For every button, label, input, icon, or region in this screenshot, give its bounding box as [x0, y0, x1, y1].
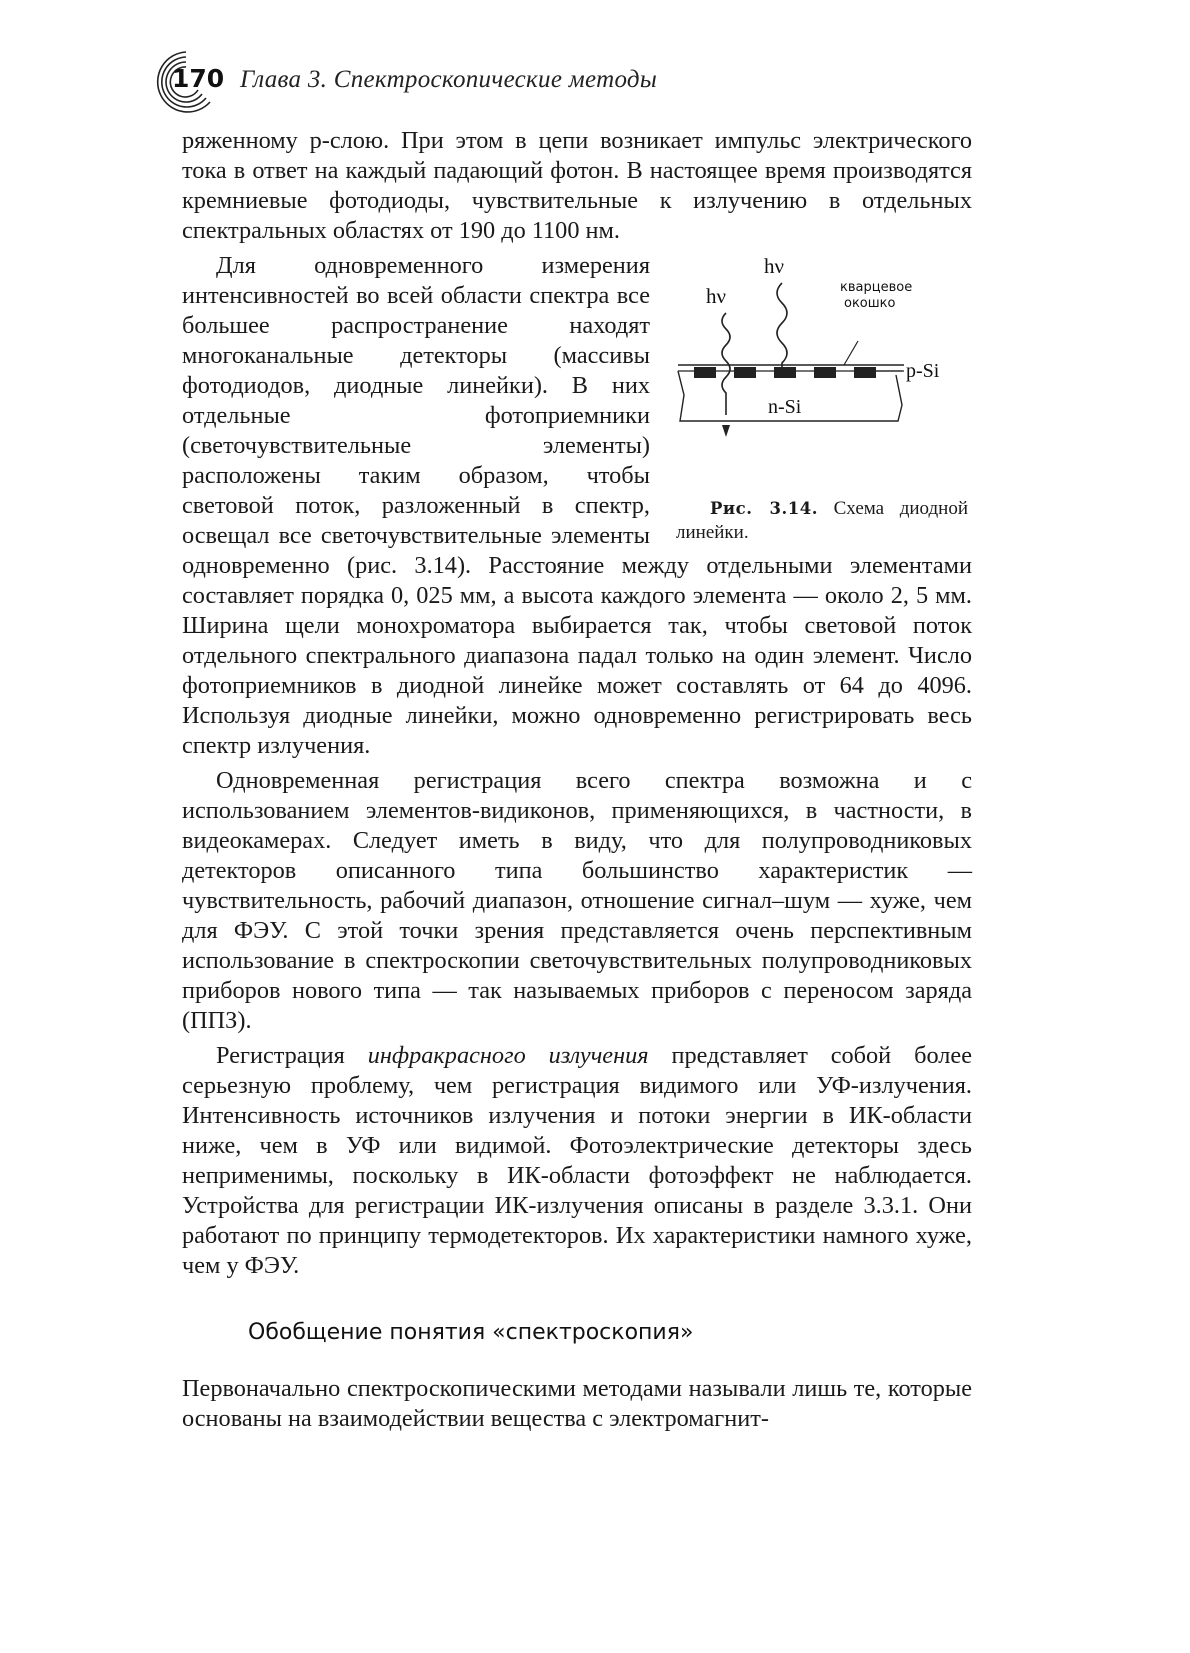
paragraph-4: [182, 1041, 972, 1281]
paragraph-1: ряженному p-слою. При этом в цепи возникает импульс электрического тока в ответ на каждый падающий фотон. В настоящее время производятся кремниевые фотодиоды, чувствительные к излучению в отдельных спектральных областях от 190 до 1100 нм.: [182, 127, 972, 244]
p-si-element: [854, 367, 876, 378]
body-text-continued: [182, 1374, 972, 1434]
window-label-line2: окошко: [844, 296, 896, 311]
caption-label: Рис. 3.14.: [710, 499, 818, 518]
n-si-label: n-Si: [768, 396, 802, 418]
section-title: Обобщение понятия «спектроскопия»: [248, 1320, 694, 1345]
figure-3-14: [672, 255, 972, 543]
paragraph-2-text: Для одновременного измерения интенсивностей во всей области спектра все большее распространение находят многоканальные детекторы (массивы фотодиодов, диодные линейки). В них отдельные фотоприемники (светочувствительные элементы) расположены таким образом, чтобы световой поток, разложенный в спектр, освещал все светочувствительные элементы одновременно (рис. 3.14). Расстояние между отдельными элементами составляет порядка 0, 025 мм, а высота каждого элемента — около 2, 5 мм. Ширина щели монохроматора выбирается так, чтобы световой поток отдельного спектрального диапазона падал только на один элемент. Число фотоприемников в диодной линейке может составлять от 64 до 4096. Используя диодные линейки, можно одновременно регистрировать весь спектр излучения.: [182, 252, 972, 759]
paragraph-4-rest: представляет собой более серьезную проблему, чем регистрация видимого или УФ-излучения. Интенсивность источников излучения и потоки энергии в ИК-области ниже, чем в УФ или видимой. Фотоэлектрические детекторы здесь неприменимы, поскольку в ИК-области фотоэффект не наблюдается. Устройства для регистрации ИК-излучения описаны в разделе 3.3.1. Они работают по принципу термодетекторов. Их характеристики намного хуже, чем у ФЭУ.: [182, 1042, 972, 1279]
hv-label-right: hν: [764, 255, 784, 278]
paragraph-2: [182, 251, 972, 761]
running-head: Глава 3. Спектроскопические методы: [240, 66, 658, 93]
p-si-element: [814, 367, 836, 378]
paragraph-4-start: Регистрация: [216, 1042, 368, 1069]
p-si-element: [734, 367, 756, 378]
caption-text: Схема диодной линейки.: [676, 498, 968, 543]
p-si-label: p-Si: [906, 360, 940, 382]
diode-array-diagram: [672, 255, 972, 495]
page-number: 170: [172, 64, 225, 93]
figure-caption: [676, 497, 968, 545]
page-header: [148, 44, 968, 114]
paragraph-4-emphasis: инфракрасного излучения: [367, 1042, 649, 1069]
p-si-element: [774, 367, 796, 378]
window-label-line1: кварцевое: [840, 280, 913, 295]
body-text: [182, 126, 972, 1281]
hv-label-left: hν: [706, 284, 726, 308]
paragraph-3: Одновременная регистрация всего спектра возможна и с использованием элементов-видиконов, применяющихся, в частности, в видеокамерах. Следует иметь в виду, что для полупроводниковых детекторов описанного типа большинство характеристик — чувствительность, рабочий диапазон, отношение сигнал–шум — хуже, чем для ФЭУ. С этой точки зрения представляется очень перспективным использование в спектроскопии светочувствительных полупроводниковых приборов нового типа — так называемых приборов с переносом заряда (ППЗ).: [182, 767, 972, 1034]
p-si-element: [694, 367, 716, 378]
paragraph-5: Первоначально спектроскопическими методами называли лишь те, которые основаны на взаимодействии вещества с электромагнит-: [182, 1375, 972, 1432]
